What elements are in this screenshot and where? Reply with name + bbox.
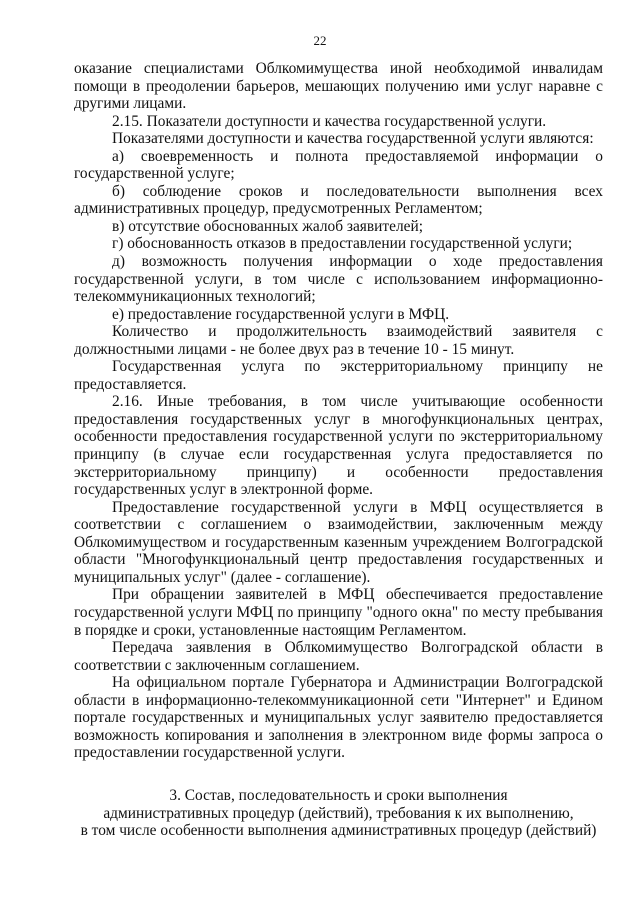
paragraph-interactions-count: Количество и продолжительность взаимодействий заявителя с должностными лицами - не более двух раз в течение 10 - 15 минут. (74, 323, 603, 358)
paragraph-item-d: д) возможность получения информации о ходе предоставления государственной услуги, в том числе с использованием информационно-телекоммуникационных технологий; (74, 253, 603, 306)
paragraph-extraterritorial: Государственная услуга по экстерриториальному принципу не предоставляется. (74, 358, 603, 393)
paragraph-2-16-heading: 2.16. Иные требования, в том числе учитывающие особенности предоставления государственных услуг в многофункциональных центрах, особенности предоставления государственной услуги по экстерриториальному принципу (в случае если государственная услуга предоставляется по экстерриториальному принципу) и особенности предоставления государственных услуг в электронной форме. (74, 393, 603, 499)
paragraph-continuation: оказание специалистами Облкомимущества иной необходимой инвалидам помощи в преодолении барьеров, мешающих получению ими услуг наравне с другими лицами. (74, 60, 603, 113)
page-number: 22 (313, 33, 327, 48)
document-body (74, 60, 603, 762)
paragraph-item-v: в) отсутствие обоснованных жалоб заявителей; (112, 217, 423, 235)
paragraph-transfer: Передача заявления в Облкомимущество Волгоградской области в соответствии с заключенным соглашением. (74, 639, 603, 674)
section-3-heading (74, 787, 603, 840)
paragraph-item-g: г) обоснованность отказов в предоставлении государственной услуги; (112, 235, 573, 253)
section-heading-line-1: 3. Состав, последовательность и сроки выполнения (169, 787, 508, 804)
paragraph-mfc-agreement: Предоставление государственной услуги в МФЦ осуществляется в соответствии с соглашением о взаимодействии, заключенным между Облкомимуществом и государственным казенным учреждением Волгоградской области "Многофункциональный центр предоставления государственных и муниципальных услуг" (далее - соглашение). (74, 498, 603, 586)
paragraph-item-a: а) своевременность и полнота предоставляемой информации о государственной услуге; (74, 147, 603, 183)
paragraph-one-window: При обращении заявителей в МФЦ обеспечивается предоставление государственной услуги МФЦ по принципу "одного окна" по месту пребывания в порядке и сроки, установленные настоящим Регламентом. (74, 586, 603, 639)
paragraph-portal: На официальном портале Губернатора и Администрации Волгоградской области в информационно-телекоммуникационной сети "Интернет" и Едином портале государственных и муниципальных услуг заявителю предоставляется возможность копирования и заполнения в электронном виде формы запроса о предоставлении государственной услуги. (74, 674, 603, 762)
paragraph-item-b: б) соблюдение сроков и последовательности выполнения всех административных процедур, предусмотренных Регламентом; (74, 182, 603, 218)
section-heading-line-2: административных процедур (действий), требования к их выполнению, (103, 804, 574, 822)
section-heading-line-3: в том числе особенности выполнения административных процедур (действий) (80, 822, 597, 840)
paragraph-indicators-intro: Показателями доступности и качества государственной услуги являются: (112, 130, 594, 148)
paragraph-2-15-heading: 2.15. Показатели доступности и качества государственной услуги. (112, 112, 547, 130)
paragraph-item-e: е) предоставление государственной услуги в МФЦ. (112, 305, 450, 323)
